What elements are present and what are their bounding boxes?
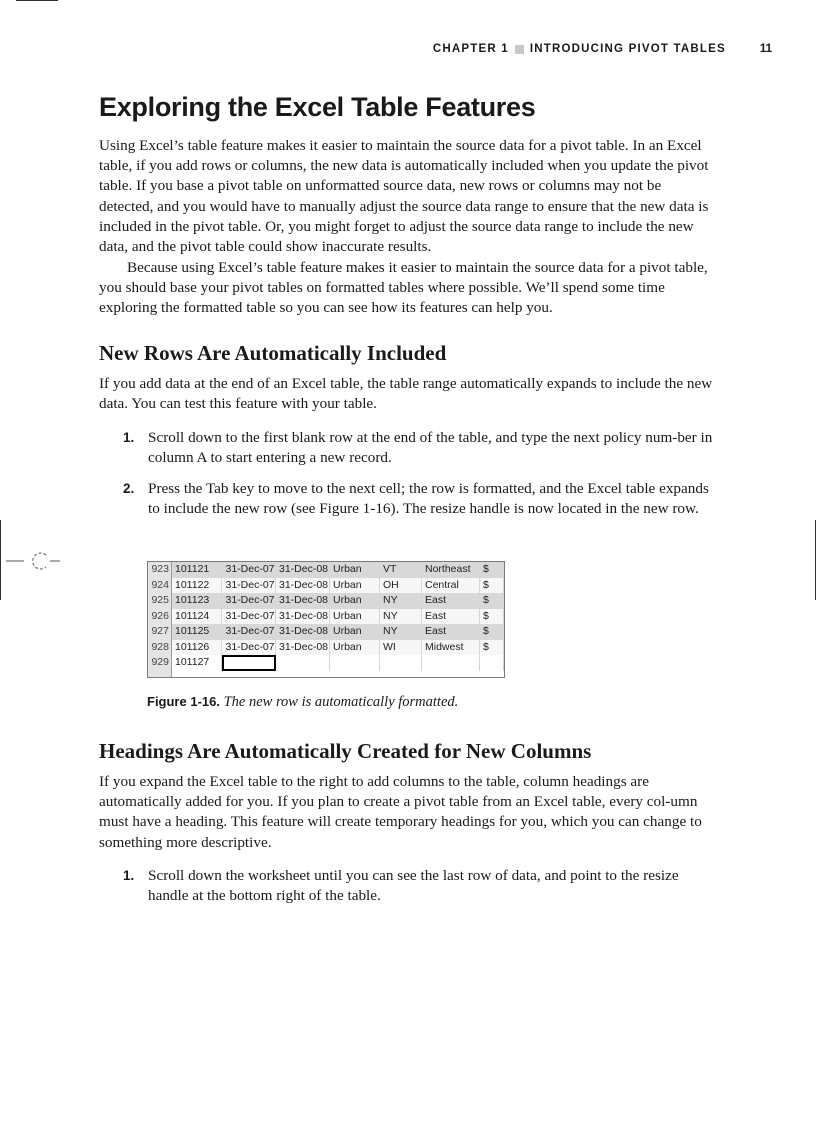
table-row-new	[148, 655, 504, 671]
separator-square-icon	[515, 45, 524, 54]
table-cell	[480, 655, 504, 671]
step-item	[123, 479, 719, 519]
table-cell: Urban	[330, 593, 380, 609]
table-row	[148, 578, 504, 594]
table-cell: $	[480, 624, 504, 640]
table-cell	[276, 655, 330, 671]
table-cell: Urban	[330, 578, 380, 594]
table-cell: Northeast	[422, 562, 480, 578]
table-cell: 31-Dec-08	[276, 640, 330, 656]
table-cell: $	[480, 609, 504, 625]
table-cell: OH	[380, 578, 422, 594]
table-cell: $	[480, 578, 504, 594]
paragraph-new-rows: If you add data at the end of an Excel table, the table range automatically expands to include the new data. You can test this feature with your table.	[99, 375, 713, 413]
active-cell	[222, 655, 276, 671]
crop-mark-left-upper	[0, 520, 1, 600]
table-cell: 101121	[172, 562, 222, 578]
row-number: 924	[148, 578, 172, 594]
section-heading-new-rows: New Rows Are Automatically Included	[99, 341, 447, 365]
table-cell: $	[480, 593, 504, 609]
spreadsheet-figure	[147, 561, 505, 678]
row-number	[148, 671, 172, 679]
table-cell: 31-Dec-07	[222, 562, 276, 578]
table-cell: Urban	[330, 624, 380, 640]
table-cell: VT	[380, 562, 422, 578]
row-number: 926	[148, 609, 172, 625]
paragraph-because: Because using Excel’s table feature makes it easier to maintain the source data for a pivot table, you should base your pivot tables on formatted tables where possible. We’ll spend some time exploring the formatted table so you can see how its features can help you.	[99, 259, 708, 317]
section-heading-exploring: Exploring the Excel Table Features	[99, 92, 536, 122]
table-cell: 31-Dec-08	[276, 578, 330, 594]
table-cell: 31-Dec-07	[222, 578, 276, 594]
figure-label: Figure 1-16.	[147, 694, 220, 709]
paragraph-headings: If you expand the Excel table to the right to add columns to the table, column headings are automatically added for you. If you plan to create a pivot table from an Excel table, every col-umn must have a heading. This feature will create temporary headings for you, which you can change to something more descriptive.	[99, 773, 702, 851]
table-cell: 101122	[172, 578, 222, 594]
table-cell: NY	[380, 593, 422, 609]
table-cell: $	[480, 640, 504, 656]
row-number: 925	[148, 593, 172, 609]
table-cell: $	[480, 562, 504, 578]
table-row	[148, 562, 504, 578]
table-cell: East	[422, 593, 480, 609]
table-cell: NY	[380, 624, 422, 640]
table-cell	[380, 655, 422, 671]
chapter-title: INTRODUCING PIVOT TABLES	[529, 43, 726, 55]
step-number: 1.	[123, 430, 135, 445]
table-cell: 31-Dec-07	[222, 609, 276, 625]
figure-caption-text: The new row is automatically formatted.	[223, 694, 459, 710]
step-text: Scroll down to the first blank row at the end of the table, and type the next policy num-ber in column A to start entering a new record.	[148, 429, 713, 467]
table-cell: Central	[422, 578, 480, 594]
running-head	[172, 43, 772, 55]
chapter-label: CHAPTER 1	[432, 43, 509, 55]
table-cell: NY	[380, 609, 422, 625]
registration-mark-icon	[4, 551, 60, 571]
step-number: 1.	[123, 868, 135, 883]
table-cell: 101126	[172, 640, 222, 656]
table-cell	[422, 655, 480, 671]
row-number: 928	[148, 640, 172, 656]
row-number: 923	[148, 562, 172, 578]
table-cell: 31-Dec-08	[276, 593, 330, 609]
table-cell: 31-Dec-07	[222, 624, 276, 640]
table-cell: 31-Dec-08	[276, 624, 330, 640]
table-cell: East	[422, 624, 480, 640]
table-cell: Urban	[330, 562, 380, 578]
paragraph-intro: Using Excel’s table feature makes it easier to maintain the source data for a pivot table. In an Excel table, if you add rows or columns, the new data is automatically included when you update the pivot table. If you base a pivot table on unformatted source data, new rows or columns may not be detected, and you would have to manually adjust the source data range to ensure that the new data is included in the pivot table. Or, you might forget to adjust the source data range to include the new data, and the pivot table could show inaccurate results.	[99, 137, 709, 256]
table-row	[148, 609, 504, 625]
table-cell: 101124	[172, 609, 222, 625]
section-heading-headings: Headings Are Automatically Created for New Columns	[99, 739, 592, 763]
step-item	[123, 428, 719, 468]
table-cell: 101123	[172, 593, 222, 609]
step-text: Scroll down the worksheet until you can see the last row of data, and point to the resize handle at the bottom right of the table.	[148, 867, 679, 905]
crop-mark-top	[16, 0, 58, 1]
table-cell: WI	[380, 640, 422, 656]
table-cell: Urban	[330, 640, 380, 656]
step-item	[123, 866, 719, 906]
table-cell: 31-Dec-08	[276, 609, 330, 625]
page-number: 11	[759, 43, 772, 55]
row-number: 929	[148, 655, 172, 671]
table-cell: Midwest	[422, 640, 480, 656]
table-row	[148, 593, 504, 609]
step-number: 2.	[123, 481, 135, 496]
table-cell: East	[422, 609, 480, 625]
figure-caption	[147, 694, 458, 711]
table-cell: 101125	[172, 624, 222, 640]
table-cell: Urban	[330, 609, 380, 625]
table-cell: 31-Dec-08	[276, 562, 330, 578]
table-cell: 31-Dec-07	[222, 640, 276, 656]
row-number: 927	[148, 624, 172, 640]
table-row	[148, 640, 504, 656]
table-row	[148, 624, 504, 640]
table-cell: 31-Dec-07	[222, 593, 276, 609]
step-text: Press the Tab key to move to the next cell; the row is formatted, and the Excel table expands to include the new row (see Figure 1-16). The resize handle is now located in the new row.	[148, 480, 709, 518]
table-cell: 101127	[172, 655, 222, 671]
table-row-partial	[148, 671, 504, 679]
table-cell	[330, 655, 380, 671]
